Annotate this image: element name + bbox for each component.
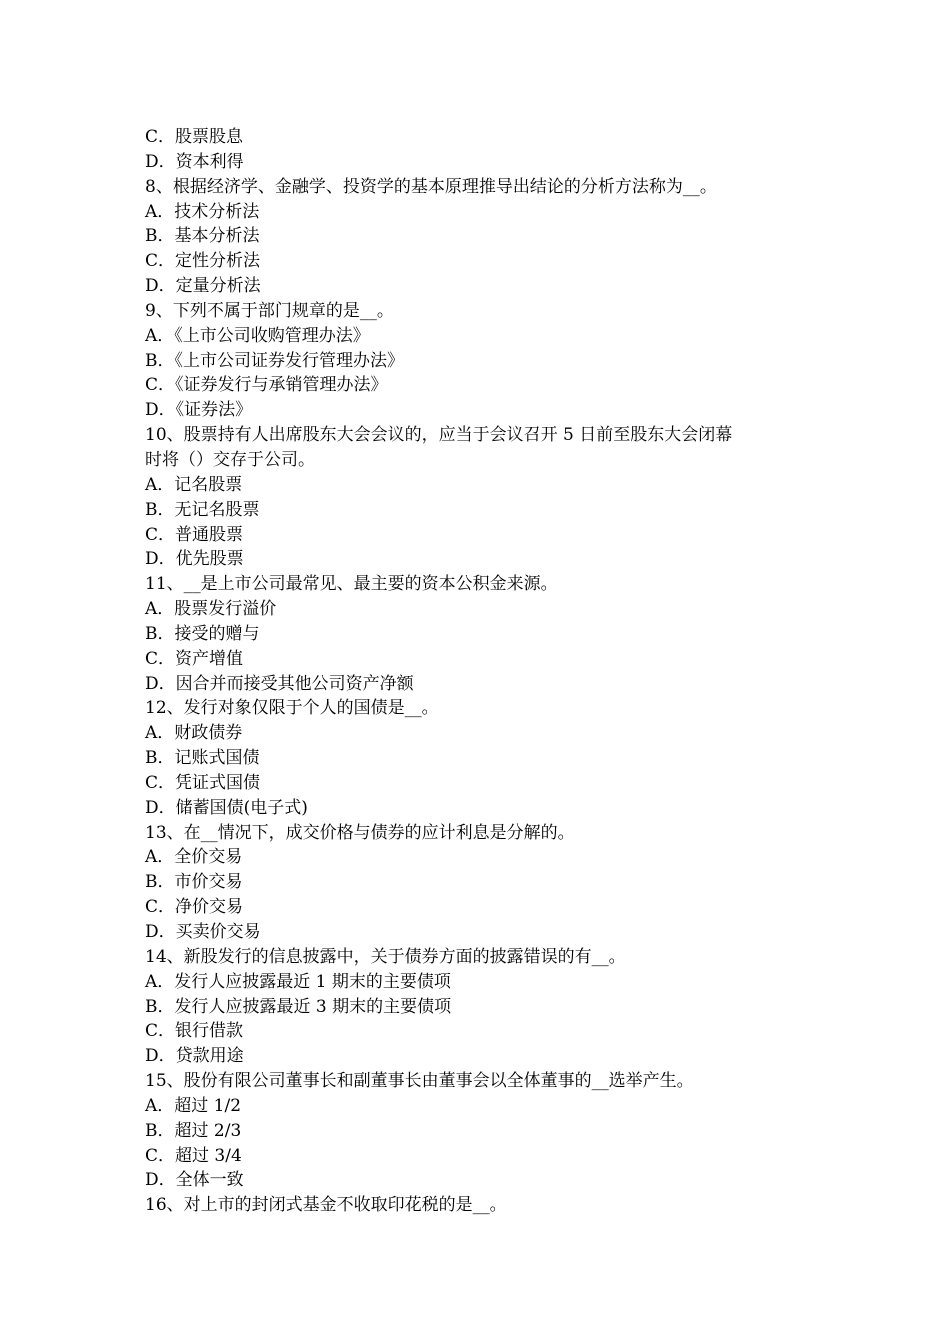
answer-option: D．《证券法》 xyxy=(145,400,253,421)
question-text: 12、发行对象仅限于个人的国债是__。 xyxy=(145,698,439,719)
answer-option: B．记账式国债 xyxy=(145,748,260,769)
answer-option: B．《上市公司证券发行管理办法》 xyxy=(145,350,404,371)
question-text: 时将（）交存于公司。 xyxy=(145,449,315,470)
question-text: 14、新股发行的信息披露中，关于债券方面的披露错误的有__。 xyxy=(145,946,626,967)
answer-option: C．股票股息 xyxy=(145,127,244,147)
answer-option: A．技术分析法 xyxy=(145,201,260,222)
answer-option: A．财政债券 xyxy=(145,723,243,744)
answer-option: A．记名股票 xyxy=(145,474,243,495)
question-text: 9、下列不属于部门规章的是__。 xyxy=(145,300,394,321)
answer-option: C．资产增值 xyxy=(145,648,244,669)
answer-option: A．全价交易 xyxy=(145,847,243,868)
question-text: 11、__是上市公司最常见、最主要的资本公积金来源。 xyxy=(145,574,558,595)
answer-option: B．基本分析法 xyxy=(145,226,260,247)
answer-option: B．市价交易 xyxy=(145,872,243,893)
answer-option: B．超过 2/3 xyxy=(145,1120,242,1141)
answer-option: B．发行人应披露最近 3 期末的主要债项 xyxy=(145,996,452,1017)
answer-option: D．资本利得 xyxy=(145,151,244,172)
answer-option: B．无记名股票 xyxy=(145,499,260,520)
answer-option: A．股票发行溢价 xyxy=(145,599,277,620)
question-text: 15、股份有限公司董事长和副董事长由董事会以全体董事的__选举产生。 xyxy=(145,1071,694,1092)
answer-option: C．银行借款 xyxy=(145,1021,244,1042)
answer-option: A．发行人应披露最近 1 期末的主要债项 xyxy=(145,971,451,992)
answer-option: D．全体一致 xyxy=(145,1170,244,1191)
question-text: 8、根据经济学、金融学、投资学的基本原理推导出结论的分析方法称为__。 xyxy=(145,176,717,197)
answer-option: C．凭证式国债 xyxy=(145,772,261,793)
answer-option: D．贷款用途 xyxy=(145,1046,244,1067)
question-text: 10、股票持有人出席股东大会会议的，应当于会议召开 5 日前至股东大会闭幕 xyxy=(145,425,733,446)
answer-option: C．超过 3/4 xyxy=(145,1145,242,1166)
answer-option: D．因合并而接受其他公司资产净额 xyxy=(145,673,414,694)
document-body xyxy=(145,125,815,1218)
answer-option: D．储蓄国债(电子式) xyxy=(145,797,308,818)
answer-option: C．定性分析法 xyxy=(145,251,261,272)
question-text: 13、在__情况下，成交价格与债券的应计利息是分解的。 xyxy=(145,822,575,843)
question-text: 16、对上市的封闭式基金不收取印花税的是__。 xyxy=(145,1195,507,1216)
answer-option: D．买卖价交易 xyxy=(145,922,261,942)
answer-option: C．净价交易 xyxy=(145,897,244,918)
answer-option: A．超过 1/2 xyxy=(145,1095,242,1116)
answer-option: C．普通股票 xyxy=(145,524,244,545)
answer-option: D．优先股票 xyxy=(145,549,244,570)
answer-option: D．定量分析法 xyxy=(145,276,261,297)
answer-option: B．接受的赠与 xyxy=(145,623,260,644)
answer-option: C．《证券发行与承销管理办法》 xyxy=(145,375,388,396)
answer-option: A．《上市公司收购管理办法》 xyxy=(145,325,370,346)
